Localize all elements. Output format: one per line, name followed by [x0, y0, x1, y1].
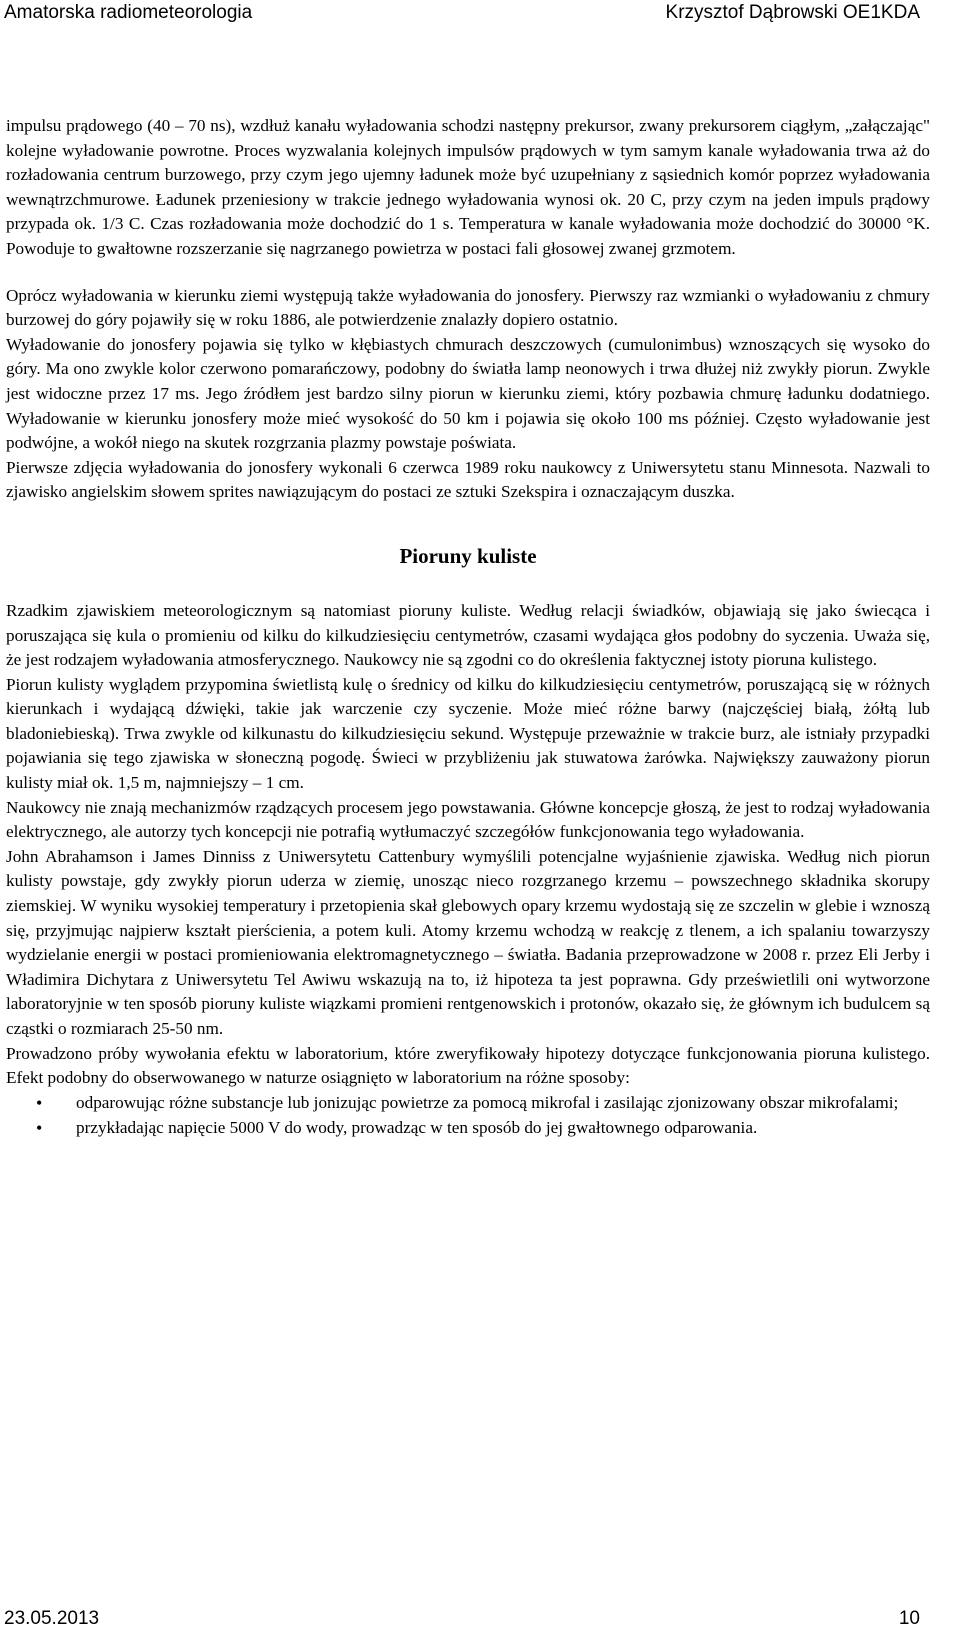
paragraph: Oprócz wyładowania w kierunku ziemi występują także wyładowania do jonosfery. Pierwszy raz wzmianki o wyładowaniu z chmury burzowej do góry pojawiły się w roku 1886, ale potwierdzenie znalazły dopiero ostatnio. [6, 285, 930, 330]
page-footer [0, 1602, 960, 1636]
paragraph: Wyładowanie do jonosfery pojawia się tylko w kłębiastych chmurach deszczowych (cumulonimbus) wznoszących się wysoko do góry. Ma ono zwykle kolor czerwono pomarańczowy, podobny do światła lamp neonowych i trwa dłużej niż zwykły piorun. Zwykle jest widoczne przez 17 ms. Jego źródłem jest bardzo silny piorun w kierunku ziemi, który pozbawia chmurę ładunku dodatniego. Wyładowanie w kierunku jonosfery może mieć wysokość do 50 km i pojawia się około 100 ms później. Często wyładowanie jest podwójne, a wokół niego na skutek rozgrzania plazmy powstaje poświata. [6, 334, 930, 453]
paragraph: John Abrahamson i James Dinniss z Uniwersytetu Cattenbury wymyślili potencjalne wyjaśnienie zjawiska. Według nich piorun kulisty powstaje, gdy zwykły piorun uderza w ziemię, unosząc nieco rozgrzanego krzemu – powszechnego składnika skorupy ziemskiej. W wyniku wysokiej temperatury i przetopienia skał glebowych opary krzemu wydostają się ze szczelin w glebie i wznoszą się, przyjmując najpierw kształt pierścienia, a potem kuli. Atomy krzemu wchodzą w reakcję z tlenem, a ich spalaniu towarzyszy wydzielanie energii w postaci promieniowania elektromagnetycznego – światła. Badania przeprowadzone w 2008 r. przez Eli Jerby i Władimira Dichytara z Uniwersytetu Tel Awiwu wskazują na to, iż hipoteza ta jest poprawna. Gdy prześwietlili oni wytworzone laboratoryjnie w ten sposób pioruny kuliste wiązkami promieni rentgenowskich i protonów, okazało się, że głównym ich budulcem są cząstki o rozmiarach 25-50 nm. [6, 846, 930, 1038]
list-item-text: przykładając napięcie 5000 V do wody, prowadząc w ten sposób do jej gwałtownego odparowania. [76, 1118, 758, 1138]
page-header [0, 0, 960, 33]
header-title: Amatorska radiometeorologia [4, 2, 253, 23]
paragraph: Prowadzono próby wywołania efektu w laboratorium, które zweryfikowały hipotezy dotyczące funkcjonowania pioruna kulistego. Efekt podobny do obserwowanego w naturze osiągnięto w laboratorium na różne sposoby: [6, 1043, 930, 1088]
paragraph: Piorun kulisty wyglądem przypomina świetlistą kulę o średnicy od kilku do kilkudziesięciu centymetrów, poruszającą się w różnych kierunkach i wydającą dźwięki, takie jak warczenie czy syczenie. Może mieć różne barwy (najczęściej białą, żółtą lub bladoniebieską). Trwa zwykle od kilkunastu do kilkudziesięciu sekund. Występuje przeważnie w trakcie burz, ale istniały przypadki pojawiania się tego zjawiska w słoneczną pogodę. Świeci w przybliżeniu jak stuwatowa żarówka. Największy zauważony piorun kulisty miał ok. 1,5 m, najmniejszy – 1 cm. [6, 674, 930, 793]
bullet-icon: • [36, 1092, 43, 1113]
page-number: 10 [898, 1608, 920, 1629]
paragraph: Pierwsze zdjęcia wyładowania do jonosfery wykonali 6 czerwca 1989 roku naukowcy z Uniwersytetu stanu Minnesota. Nazwali to zjawisko angielskim słowem sprites nawiązującym do postaci ze sztuki Szekspira i oznaczającym duszka. [6, 457, 930, 502]
list-item [6, 1116, 930, 1141]
bullet-icon: • [36, 1118, 43, 1139]
paragraph: Naukowcy nie znają mechanizmów rządzących procesem jego powstawania. Główne koncepcje głoszą, że jest to rodzaj wyładowania elektrycznego, ale autorzy tych koncepcji nie potrafią wytłumaczyć szczegółów funkcjonowania tego wyładowania. [6, 797, 930, 842]
bullet-list [6, 1091, 930, 1141]
section-heading: Pioruny kuliste [399, 543, 537, 568]
list-item [6, 1091, 930, 1116]
list-item-text: odparowując różne substancje lub jonizując powietrze za pomocą mikrofal i zasilając zjonizowany obszar mikrofalami; [76, 1092, 899, 1112]
paragraph: impulsu prądowego (40 – 70 ns), wzdłuż kanału wyładowania schodzi następny prekursor, zwany prekursorem ciągłym, „załączając" kolejne wyładowanie powrotne. Proces wyzwalania kolejnych impulsów prądowych w tym samym kanale wyładowania trwa aż do rozładowania centrum burzowego, przy czym jego ujemny ładunek może być uzupełniany z sąsiednich komór poprzez wyładowania wewnątrzchmurowe. Ładunek przeniesiony w trakcie jednego wyładowania wynosi ok. 20 C, przy czym na jeden impuls prądowy przypada ok. 1/3 C. Czas rozładowania może dochodzić do 1 s. Temperatura w kanale wyładowania może dochodzić do 30000 °K. Powoduje to gwałtowne rozszerzanie się nagrzanego powietrza w postaci fali głosowej zwanej grzmotem. [6, 116, 930, 258]
header-author: Krzysztof Dąbrowski OE1KDA [665, 2, 920, 23]
paragraph: Rzadkim zjawiskiem meteorologicznym są natomiast pioruny kuliste. Według relacji świadków, objawiają się jako świecąca i poruszająca się kula o promieniu od kilku do kilkudziesięciu centymetrów, czasami wydająca głos podobny do syczenia. Uważa się, że jest rodzajem wyładowania atmosferycznego. Naukowcy nie są zgodni co do określenia faktycznej istoty pioruna kulistego. [6, 600, 930, 670]
document-body [6, 114, 930, 1141]
footer-date: 23.05.2013 [4, 1608, 100, 1629]
